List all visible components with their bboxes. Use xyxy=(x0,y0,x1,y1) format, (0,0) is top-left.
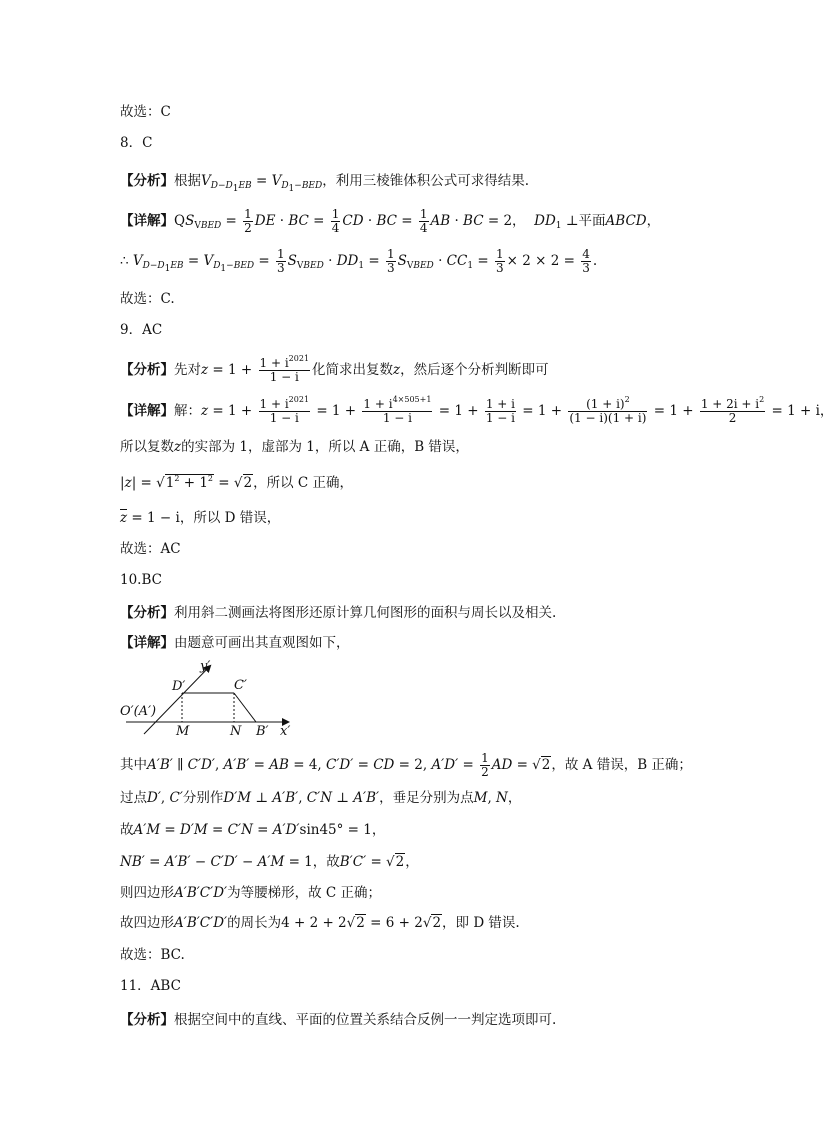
detail-paragraph xyxy=(120,395,833,425)
label-y: y′ xyxy=(200,659,211,674)
analysis-tag: 【分析】 xyxy=(120,173,174,189)
analysis-tag: 【分析】 xyxy=(120,605,174,621)
answer-line: 故选：C xyxy=(120,104,171,120)
analysis-paragraph xyxy=(120,172,530,194)
detail-text: 的周长为 xyxy=(227,915,282,931)
detail-paragraph xyxy=(120,821,385,839)
detail-paragraph xyxy=(120,208,660,235)
detail-paragraph xyxy=(120,248,597,275)
detail-text: ，故 A 错误，B 正确； xyxy=(551,757,692,773)
formula: z xyxy=(393,362,401,378)
detail-paragraph xyxy=(120,853,419,871)
analysis-text: 先对 xyxy=(174,362,201,378)
analysis-tag: 【分析】 xyxy=(120,362,174,378)
analysis-text: 利用斜二测画法将图形还原计算几何图形的面积与周长以及相关. xyxy=(174,605,557,621)
detail-tag: 【详解】 xyxy=(120,403,174,419)
detail-text: 由题意可画出其直观图如下， xyxy=(174,635,350,651)
question-number: 9．AC xyxy=(120,322,163,338)
question-number: 10.BC xyxy=(120,572,162,588)
formula: M, N xyxy=(473,790,508,806)
answer-line: 故选：C. xyxy=(120,291,175,307)
detail-paragraph xyxy=(120,509,280,527)
analysis-paragraph xyxy=(120,1011,556,1029)
formula: D′, C′ xyxy=(147,790,183,806)
detail-text: 故四边形 xyxy=(120,915,174,931)
formula: B′C′ = √2， xyxy=(339,854,419,870)
formula: $V_{D-D_1EB} = V_{D_1-BED}$ xyxy=(201,173,323,194)
detail-text: 其中 xyxy=(120,757,147,773)
detail-text: 则四边形 xyxy=(120,885,174,901)
detail-paragraph xyxy=(120,634,350,652)
segment-cb xyxy=(234,693,256,722)
detail-paragraph xyxy=(120,914,520,932)
formula: $V_{D-D_1EB} = V_{D_1-BED}$ = $\frac{1}{3}$ $S_{VBED} \cdot DD_1$ = $\frac{1}{3}$ $S_{VBED} \cdot CC_1$ = $\frac{1}{3}$ × 2 × 2 = $\frac{4}{3}$ . xyxy=(132,247,598,275)
analysis-paragraph xyxy=(120,604,556,622)
answer-line: 故选：AC xyxy=(120,541,181,557)
formula: A′B′C′D′ xyxy=(174,915,228,931)
label-o: O′(A′) xyxy=(120,704,157,719)
detail-text: 平面 xyxy=(578,213,606,229)
formula: ABCD， xyxy=(605,213,661,229)
formula: 4 + 2 + 2√2 = 6 + 2√2 xyxy=(281,915,442,931)
label-m: M xyxy=(176,724,190,739)
detail-paragraph xyxy=(120,789,521,807)
analysis-text: 根据空间中的直线、平面的位置关系结合反例一一判定选项即可. xyxy=(174,1012,557,1028)
analysis-text: 根据 xyxy=(174,173,201,189)
detail-text: ，垂足分别为点 xyxy=(379,790,474,806)
detail-text: 故 xyxy=(120,822,134,838)
label-b: B′ xyxy=(256,724,269,739)
detail-text: ， xyxy=(507,790,522,806)
detail-paragraph xyxy=(120,752,692,779)
formula: A′B′C′D′ xyxy=(174,885,228,901)
formula: A′B′ ∥ C′D′, A′B′ = AB = 4, C′D′ = CD = 2, A′D′ = $\frac{1}{2}$ AD = √2 xyxy=(147,751,551,779)
detail-tag: 【详解】 xyxy=(120,213,174,229)
formula: NB′ = A′B′ − C′D′ − A′M = 1 xyxy=(120,854,313,870)
formula: $S_{VBED}$ = $\frac{1}{2}$ DE · BC = $\frac{1}{4}$ CD · BC = $\frac{1}{4}$ AB · BC = 2， $DD_1$ ⊥ xyxy=(185,207,579,235)
oblique-drawing-figure xyxy=(118,656,298,738)
detail-text: 的实部为 1，虚部为 1，所以 A 正确，B 错误， xyxy=(181,439,469,455)
formula: z = 1 − i xyxy=(120,510,180,526)
detail-text: ，即 D 错误. xyxy=(442,915,520,931)
detail-text: 解： xyxy=(174,403,201,419)
detail-text: ，所以 D 错误， xyxy=(179,510,281,526)
formula: A′M = D′M = C′N = A′D′sin45° = 1， xyxy=(133,822,386,838)
analysis-text: ，然后逐个分析判断即可 xyxy=(400,362,549,378)
detail-text: 为等腰梯形，故 C 正确； xyxy=(227,885,382,901)
formula: z = 1 + $\frac{1 + i^{2021}}{1 - i}$ xyxy=(201,354,310,384)
label-x: x′ xyxy=(280,724,291,739)
analysis-text: ，利用三棱锥体积公式可求得结果. xyxy=(322,173,530,189)
formula: D′M ⊥ A′B′, C′N ⊥ A′B′ xyxy=(223,790,380,806)
label-d: D′ xyxy=(172,679,186,694)
detail-text: 分别作 xyxy=(182,790,224,806)
question-number: 8．C xyxy=(120,135,153,151)
label-n: N xyxy=(230,724,242,739)
therefore-symbol: ∴ xyxy=(120,253,129,269)
detail-text: 所以复数 xyxy=(120,439,174,455)
detail-paragraph xyxy=(120,438,469,456)
analysis-text: 化简求出复数 xyxy=(312,362,394,378)
detail-text: ，所以 C 正确， xyxy=(253,475,354,491)
answer-line: 故选：BC. xyxy=(120,947,185,963)
formula: $|z| = √1^2 + 1^2 = √2$ xyxy=(120,474,253,491)
detail-text: 过点 xyxy=(120,790,147,806)
detail-tag: 【详解】 xyxy=(120,635,174,651)
detail-paragraph xyxy=(120,474,353,492)
question-number: 11．ABC xyxy=(120,978,181,994)
label-c: C′ xyxy=(234,678,247,693)
detail-text: ，故 xyxy=(312,854,340,870)
analysis-paragraph xyxy=(120,354,549,384)
analysis-tag: 【分析】 xyxy=(120,1012,174,1028)
detail-paragraph xyxy=(120,884,381,902)
because-symbol: Q xyxy=(174,213,186,229)
formula: z = 1 + $\frac{1 + i^{2021}}{1 - i}$ = 1 + $\frac{1 + i^{4\times 505+1}}{1 - i}$ = 1 + $\frac{1 + i}{1 - i}$ = 1 + $\frac{(1 + i)^2}{(1 - i)(1 + i)}$ = 1 + $\frac{1 + 2i + i^2}{2}$ = 1 + i， xyxy=(201,395,833,425)
formula: z xyxy=(174,439,182,455)
